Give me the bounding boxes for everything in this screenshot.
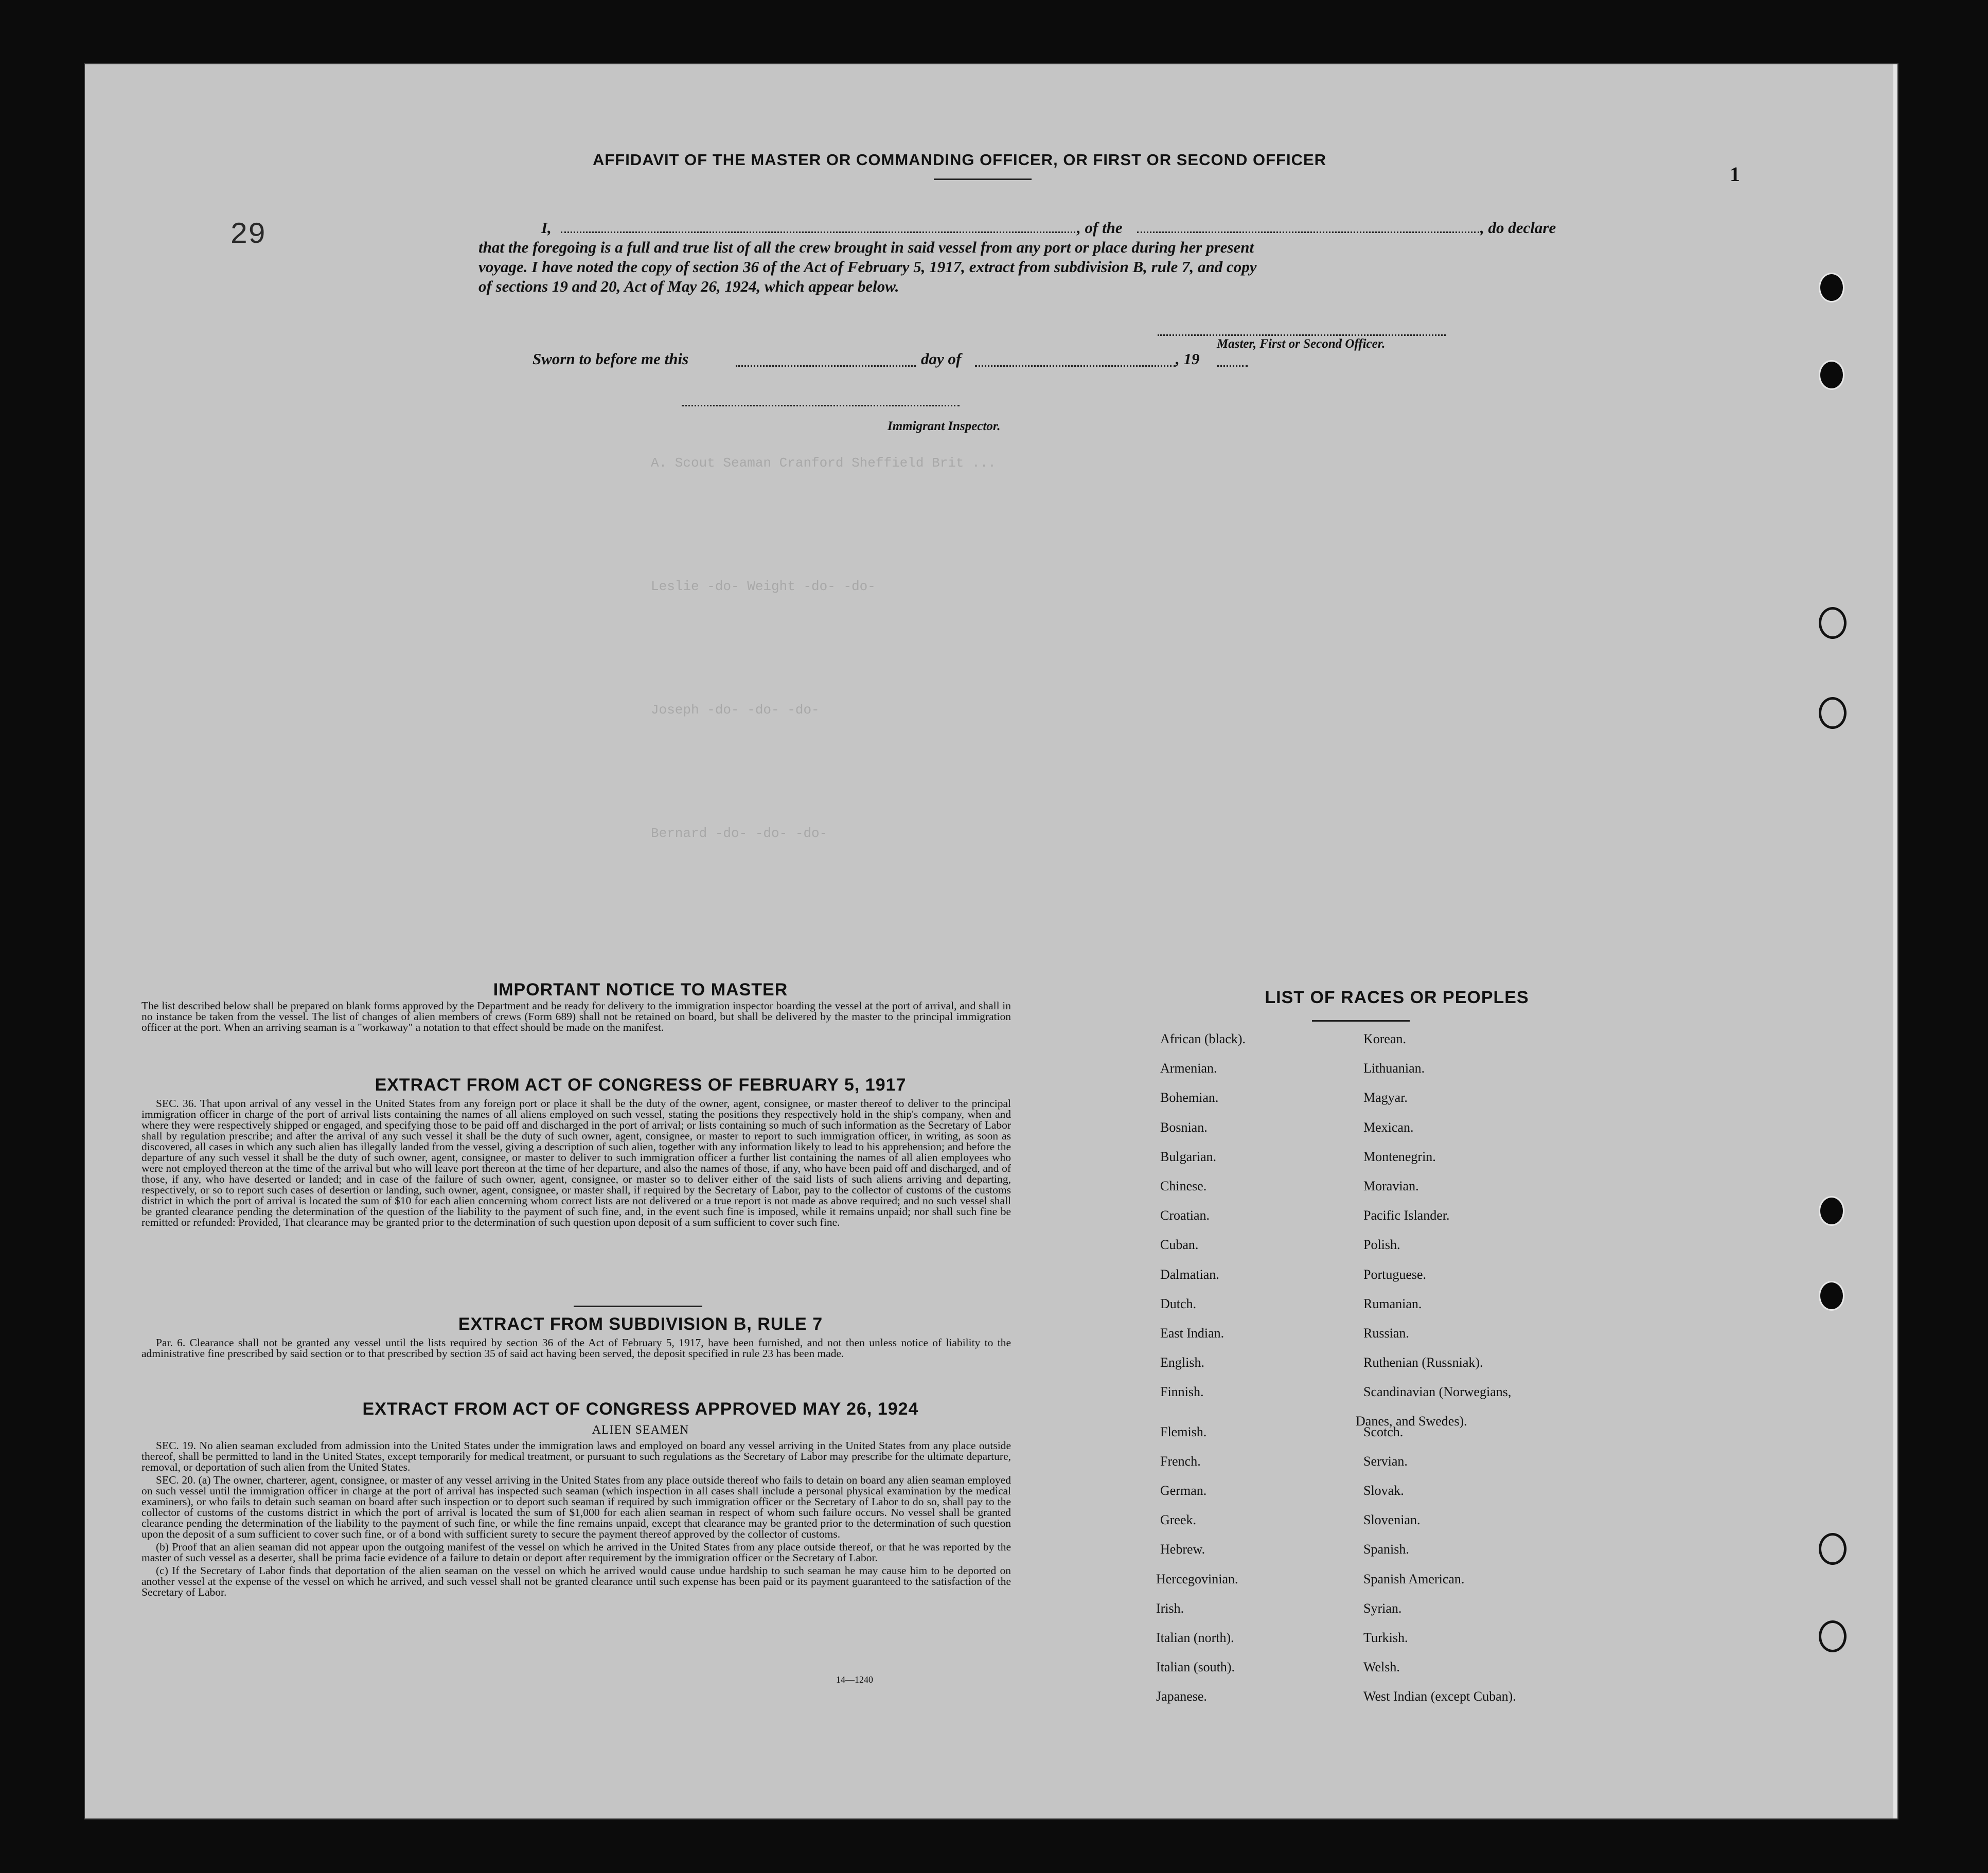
race-item: English.	[1160, 1355, 1204, 1370]
race-item: Spanish.	[1363, 1542, 1409, 1557]
bleed-through-text: Joseph -do- -do- -do-	[651, 702, 820, 718]
race-item: Polish.	[1363, 1237, 1400, 1253]
race-item: Hercegovinian.	[1156, 1571, 1238, 1586]
section-20c-paragraph: (c) If the Secretary of Labor finds that deportation of the alien seaman on the vessel on which he arrived would cause undue hardship to such seaman he may cause him to be deported on another vessel at the expense of the vessel on which he arrived, and such vessel shall not be granted clearance until such expense has been paid or its payment guaranteed to the satisfaction of the Secretary of Labor.	[141, 1564, 1011, 1598]
race-item: Spanish American.	[1363, 1571, 1465, 1586]
extract-1917-text	[141, 1098, 1011, 1230]
race-item: Slovenian.	[1363, 1512, 1421, 1528]
sworn-text: Sworn to before me this	[532, 350, 689, 368]
master-signature-blank	[1158, 334, 1446, 336]
notice-title: IMPORTANT NOTICE TO MASTER	[493, 980, 788, 1000]
margin-pencil-mark: 29	[230, 219, 266, 252]
notice-text	[141, 1001, 1011, 1035]
race-item: Montenegrin.	[1363, 1149, 1436, 1164]
race-item: Scandinavian (Norwegians,	[1363, 1384, 1512, 1400]
race-item: Chinese.	[1160, 1179, 1207, 1193]
punch-hole	[1819, 1533, 1847, 1565]
alien-seamen-subtitle: ALIEN SEAMEN	[592, 1423, 689, 1437]
race-item: Flemish.	[1160, 1424, 1207, 1439]
race-item: Bohemian.	[1160, 1090, 1219, 1105]
affidavit-line1-start: I,	[541, 219, 552, 237]
race-item: Korean.	[1363, 1031, 1407, 1046]
punch-hole	[1819, 1281, 1844, 1311]
race-item: Moravian.	[1363, 1179, 1419, 1193]
race-item: Japanese.	[1156, 1689, 1207, 1704]
race-item: Russian.	[1363, 1326, 1409, 1341]
inspector-signature-blank	[682, 405, 960, 406]
race-item: Cuban.	[1160, 1237, 1199, 1253]
section-19-paragraph: SEC. 19. No alien seaman excluded from admission into the United States under the immigration laws and employed on board any vessel arriving in the United States from any place outside thereof, shall be permitted to land in the United States, except temporarily for medical treatment, or pursuant to such regulations as the Secretary of Labor may prescribe for the ultimate departure, removal, or deportation of such alien from the United States.	[141, 1439, 1011, 1473]
race-item: Greek.	[1160, 1512, 1197, 1528]
bleed-through-text: Bernard -do- -do- -do-	[651, 826, 828, 841]
affidavit-line1-end: , do declare	[1480, 219, 1556, 237]
punch-hole	[1819, 273, 1844, 302]
race-item: Italian (south).	[1156, 1660, 1235, 1675]
affidavit-line1-mid: , of the	[1077, 219, 1123, 237]
race-item: Danes, and Swedes).	[1356, 1414, 1467, 1429]
notice-paragraph: The list described below shall be prepared on blank forms approved by the Department and be ready for delivery to the immigration inspector boarding the vessel at the port of arrival, and shall in no instance be taken from the vessel. The list of changes of alien members of crews (Form 689) shall not be retained on board, but shall be delivered by the master to the principal immigration officer at the port. When an arriving seaman is a "workaway" a notation to that effect should be made on the manifest.	[141, 1000, 1011, 1033]
race-item: Turkish.	[1363, 1630, 1408, 1645]
manifest-page	[85, 64, 1897, 1818]
bleed-through-text: Leslie -do- Weight -do- -do-	[651, 579, 876, 594]
race-item: Rumanian.	[1363, 1296, 1422, 1311]
race-item: Pacific Islander.	[1363, 1208, 1450, 1223]
section-20b-paragraph: (b) Proof that an alien seaman did not appear upon the outgoing manifest of the vessel on which he arrived in the United States from any place outside thereof, or that he was reported by the master of such vessel as a deserter, shall be prima facie evidence of a failure to detain or deport after requirement by the immigration officer or the Secretary of Labor.	[141, 1541, 1011, 1564]
race-item: Dalmatian.	[1160, 1266, 1219, 1282]
extract-rule7-title: EXTRACT FROM SUBDIVISION B, RULE 7	[458, 1314, 823, 1334]
affidavit-line4: of sections 19 and 20, Act of May 26, 1924, which appear below.	[478, 277, 899, 295]
race-item: West Indian (except Cuban).	[1363, 1689, 1516, 1704]
affidavit-title: AFFIDAVIT OF THE MASTER OR COMMANDING OFFICER, OR FIRST OR SECOND OFFICER	[592, 151, 1327, 169]
races-title: LIST OF RACES OR PEOPLES	[1265, 988, 1529, 1007]
race-item: Finnish.	[1160, 1384, 1204, 1400]
extract-1924-title: EXTRACT FROM ACT OF CONGRESS APPROVED MAY 26, 1924	[362, 1399, 919, 1419]
race-item: German.	[1160, 1483, 1207, 1498]
punch-hole	[1819, 1196, 1844, 1226]
race-item: African (black).	[1160, 1031, 1246, 1046]
punch-hole	[1819, 360, 1844, 390]
punch-hole	[1819, 697, 1847, 729]
section-36-paragraph: SEC. 36. That upon arrival of any vessel in the United States from any foreign port or place it shall be the duty of the owner, agent, consignee, or master thereof to deliver to the principal immigration officer in charge of the port of arrival lists containing the names of all aliens employed on such vessel, stating the positions they respectively hold in the ship's company, when and where they were respectively shipped or engaged, and specifying those to be paid off and discharged in the port of arrival; or lists containing so much of such information as the Secretary of Labor shall by regulation prescribe; and after the arrival of any such vessel it shall be the duty of such owner, agent, consignee, or master to report to such immigration officer, in writing, as soon as discovered, all cases in which any such alien has illegally landed from the vessel, giving a description of such alien, together with any information likely to lead to his apprehension; and before the departure of any such vessel it shall be the duty of such owner, agent, consignee, or master to deliver to such immigration officer a further list containing the names of all alien employees who were not employed thereon at the time of the arrival but who will leave port thereon at the time of her departure, and also the names of those, if any, who have been paid off and discharged, and of those, if any, who have deserted or landed; and in case of the failure of such owner, agent, consignee, or master so to deliver either of the said lists of such aliens arriving and departing, respectively, or so to report such cases of desertion or landing, such owner, agent, consignee, or master shall, if required by the Secretary of Labor, pay to the collector of customs of the customs district in which the port of arrival is located the sum of $10 for each alien concerning whom correct lists are not delivered or a true report is not made as above required; and no such vessel shall be granted clearance pending the determination of the question of the liability to the payment of such fine, and, in the event such fine is imposed, while it remains unpaid; nor shall such fine be remitted or refunded: Provided, That clearance may be granted prior to the determination of such question upon deposit of a sum sufficient to cover such fine.	[141, 1097, 1011, 1228]
race-item: Welsh.	[1363, 1660, 1400, 1675]
extract-1917-title: EXTRACT FROM ACT OF CONGRESS OF FEBRUARY 5, 1917	[375, 1075, 907, 1095]
punch-hole	[1819, 1620, 1847, 1652]
race-item: Dutch.	[1160, 1296, 1197, 1311]
divider	[934, 179, 1032, 180]
affidavit-line2: that the foregoing is a full and true list of all the crew brought in said vessel from any port or place during her present	[478, 238, 1254, 256]
divider	[1312, 1020, 1410, 1022]
race-item: Hebrew.	[1160, 1542, 1205, 1557]
paragraph-6: Par. 6. Clearance shall not be granted any vessel until the lists required by section 36 of the Act of February 5, 1917, have been furnished, and not then unless notice of liability to the administrative fine prescribed by said section or to that prescribed by section 35 of said act having been served, the deposit specified in rule 23 has been made.	[141, 1336, 1011, 1360]
inspector-label: Immigrant Inspector.	[887, 419, 1001, 433]
race-item: Syrian.	[1363, 1600, 1402, 1616]
sworn-day-label: day of	[921, 350, 962, 368]
race-item: Ruthenian (Russniak).	[1363, 1355, 1483, 1370]
race-item: Armenian.	[1160, 1061, 1217, 1076]
master-signature-label: Master, First or Second Officer.	[1217, 337, 1386, 351]
race-item: Lithuanian.	[1363, 1061, 1425, 1076]
affidavit-line3: voyage. I have noted the copy of section 36 of the Act of February 5, 1917, extract from subdivision B, rule 7, and copy	[478, 258, 1257, 276]
sworn-year-label: , 19	[1176, 350, 1200, 368]
race-item: Bulgarian.	[1160, 1149, 1217, 1164]
vessel-name-blank	[1137, 231, 1479, 233]
race-item: French.	[1160, 1453, 1201, 1469]
race-item: Mexican.	[1363, 1119, 1414, 1135]
race-item: Bosnian.	[1160, 1119, 1208, 1135]
sworn-year-blank	[1217, 365, 1248, 367]
extract-1924-text	[141, 1440, 1011, 1600]
race-item: Scotch.	[1363, 1424, 1404, 1439]
sworn-day-blank	[736, 365, 916, 367]
bleed-through-text: A. Scout Seaman Cranford Sheffield Brit ...	[651, 455, 996, 471]
race-item: Irish.	[1156, 1600, 1184, 1616]
race-item: Italian (north).	[1156, 1630, 1234, 1645]
divider	[574, 1306, 702, 1307]
race-item: Portuguese.	[1363, 1266, 1427, 1282]
form-number: 14—1240	[836, 1674, 873, 1685]
race-item: Slovak.	[1363, 1483, 1404, 1498]
punch-hole	[1819, 607, 1847, 639]
page-number: 1	[1730, 163, 1740, 186]
race-item: Croatian.	[1160, 1208, 1210, 1223]
master-name-blank	[561, 231, 1075, 233]
race-item: East Indian.	[1160, 1326, 1224, 1341]
race-item: Magyar.	[1363, 1090, 1408, 1105]
section-20a-paragraph: SEC. 20. (a) The owner, charterer, agent, consignee, or master of any vessel arriving in the United States from any place outside thereof who fails to detain on board any alien seaman employed on such vessel until the immigration officer in charge at the port of arrival has inspected such seaman (which inspection in all cases shall include a personal physical examination by the medical examiners), or who fails to detain such seaman on board after such inspection or to deport such seaman if required by such immigration officer or the Secretary of Labor to do so, shall pay to the collector of customs of the customs district in which the port of arrival is located the sum of $1,000 for each alien seaman in respect of whom such failure occurs. No vessel shall be granted clearance pending the determination of the liability to the payment of such fine, or while the fine remains unpaid, except that clearance may be granted prior to the determination of such question upon the deposit of a sum sufficient to cover such fine, or of a bond with sufficient surety to secure the payment thereof approved by the collector of customs.	[141, 1474, 1011, 1540]
sworn-month-blank	[975, 365, 1176, 367]
extract-rule7-text	[141, 1337, 1011, 1361]
race-item: Servian.	[1363, 1453, 1408, 1469]
